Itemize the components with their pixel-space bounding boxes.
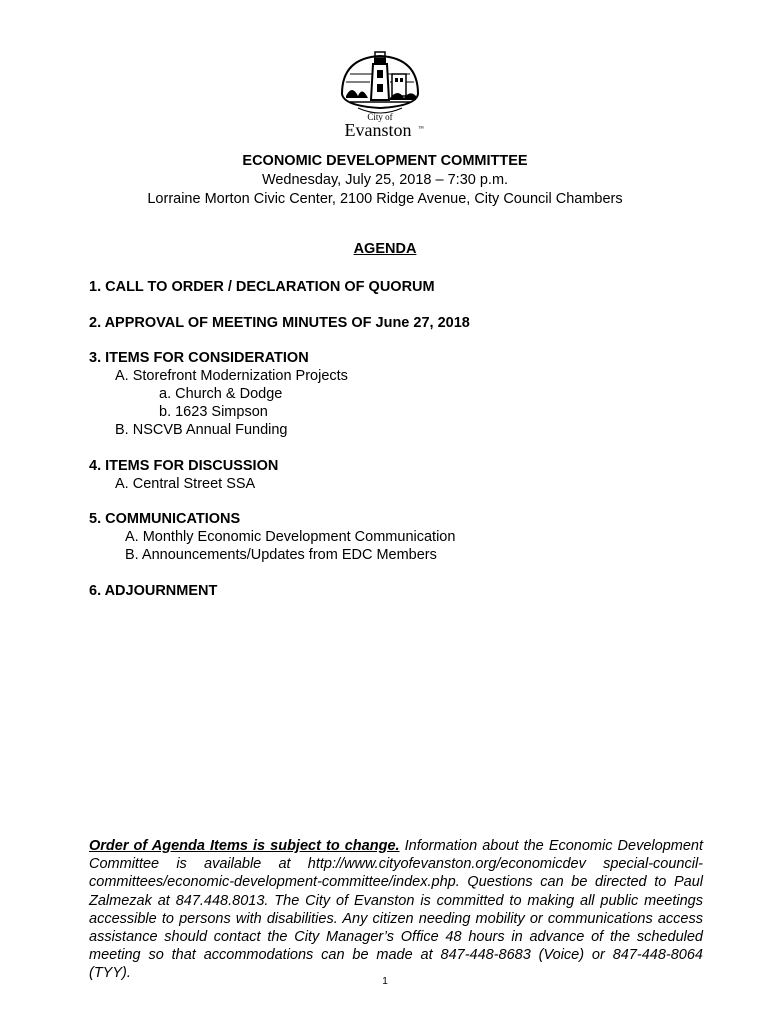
- agenda-item-4: 4. ITEMS FOR DISCUSSION: [89, 458, 279, 474]
- notice-lead: Order of Agenda Items is subject to change.: [89, 838, 400, 854]
- agenda-item-6: 6. ADJOURNMENT: [89, 583, 218, 599]
- agenda-item-5: 5. COMMUNICATIONS: [89, 511, 241, 527]
- agenda-item-3a-a: a. Church & Dodge: [159, 386, 283, 402]
- agenda-item-5a: A. Monthly Economic Development Communication: [125, 529, 456, 545]
- agenda-item-3b: B. NSCVB Annual Funding: [115, 422, 288, 438]
- agenda-heading: AGENDA: [353, 241, 417, 257]
- agenda-item-4a: A. Central Street SSA: [115, 476, 256, 492]
- city-of-evanston-logo: [332, 44, 428, 140]
- agenda-item-3a-b: b. 1623 Simpson: [159, 404, 268, 420]
- committee-title: ECONOMIC DEVELOPMENT COMMITTEE: [242, 153, 528, 169]
- agenda-item-1: 1. CALL TO ORDER / DECLARATION OF QUORUM: [89, 279, 435, 295]
- agenda-item-2: 2. APPROVAL OF MEETING MINUTES OF June 27, 2018: [89, 315, 470, 331]
- agenda-item-5b: B. Announcements/Updates from EDC Members: [125, 547, 437, 563]
- agenda-notice: [89, 837, 703, 983]
- svg-text:™: ™: [418, 126, 424, 132]
- page-number: 1: [382, 976, 388, 987]
- agenda-item-3a: A. Storefront Modernization Projects: [115, 368, 348, 384]
- notice-body: Information about the Economic Development Committee is available at http://www.cityofevanston.org/economicdev special-council-committees/economic-development-committee/index.php. Questions can be directed to Paul Zalmezak at 847.448.8013. The City of Evanston is committed to making all public meetings accessible to persons with disabilities. Any citizen needing mobility or communications access assistance should contact the City Manager’s Office 48 hours in advance of the scheduled meeting so that accommodations can be made at 847-448-8683 (Voice) or 847-448-8064 (TYY).: [89, 838, 703, 982]
- meeting-location: Lorraine Morton Civic Center, 2100 Ridge Avenue, City Council Chambers: [147, 191, 623, 207]
- agenda-item-3: 3. ITEMS FOR CONSIDERATION: [89, 350, 309, 366]
- meeting-date-time: Wednesday, July 25, 2018 – 7:30 p.m.: [261, 172, 509, 188]
- svg-text:City of: City of: [367, 112, 393, 122]
- svg-text:Evanston: Evanston: [344, 120, 412, 140]
- lighthouse-emblem-icon: [332, 44, 428, 140]
